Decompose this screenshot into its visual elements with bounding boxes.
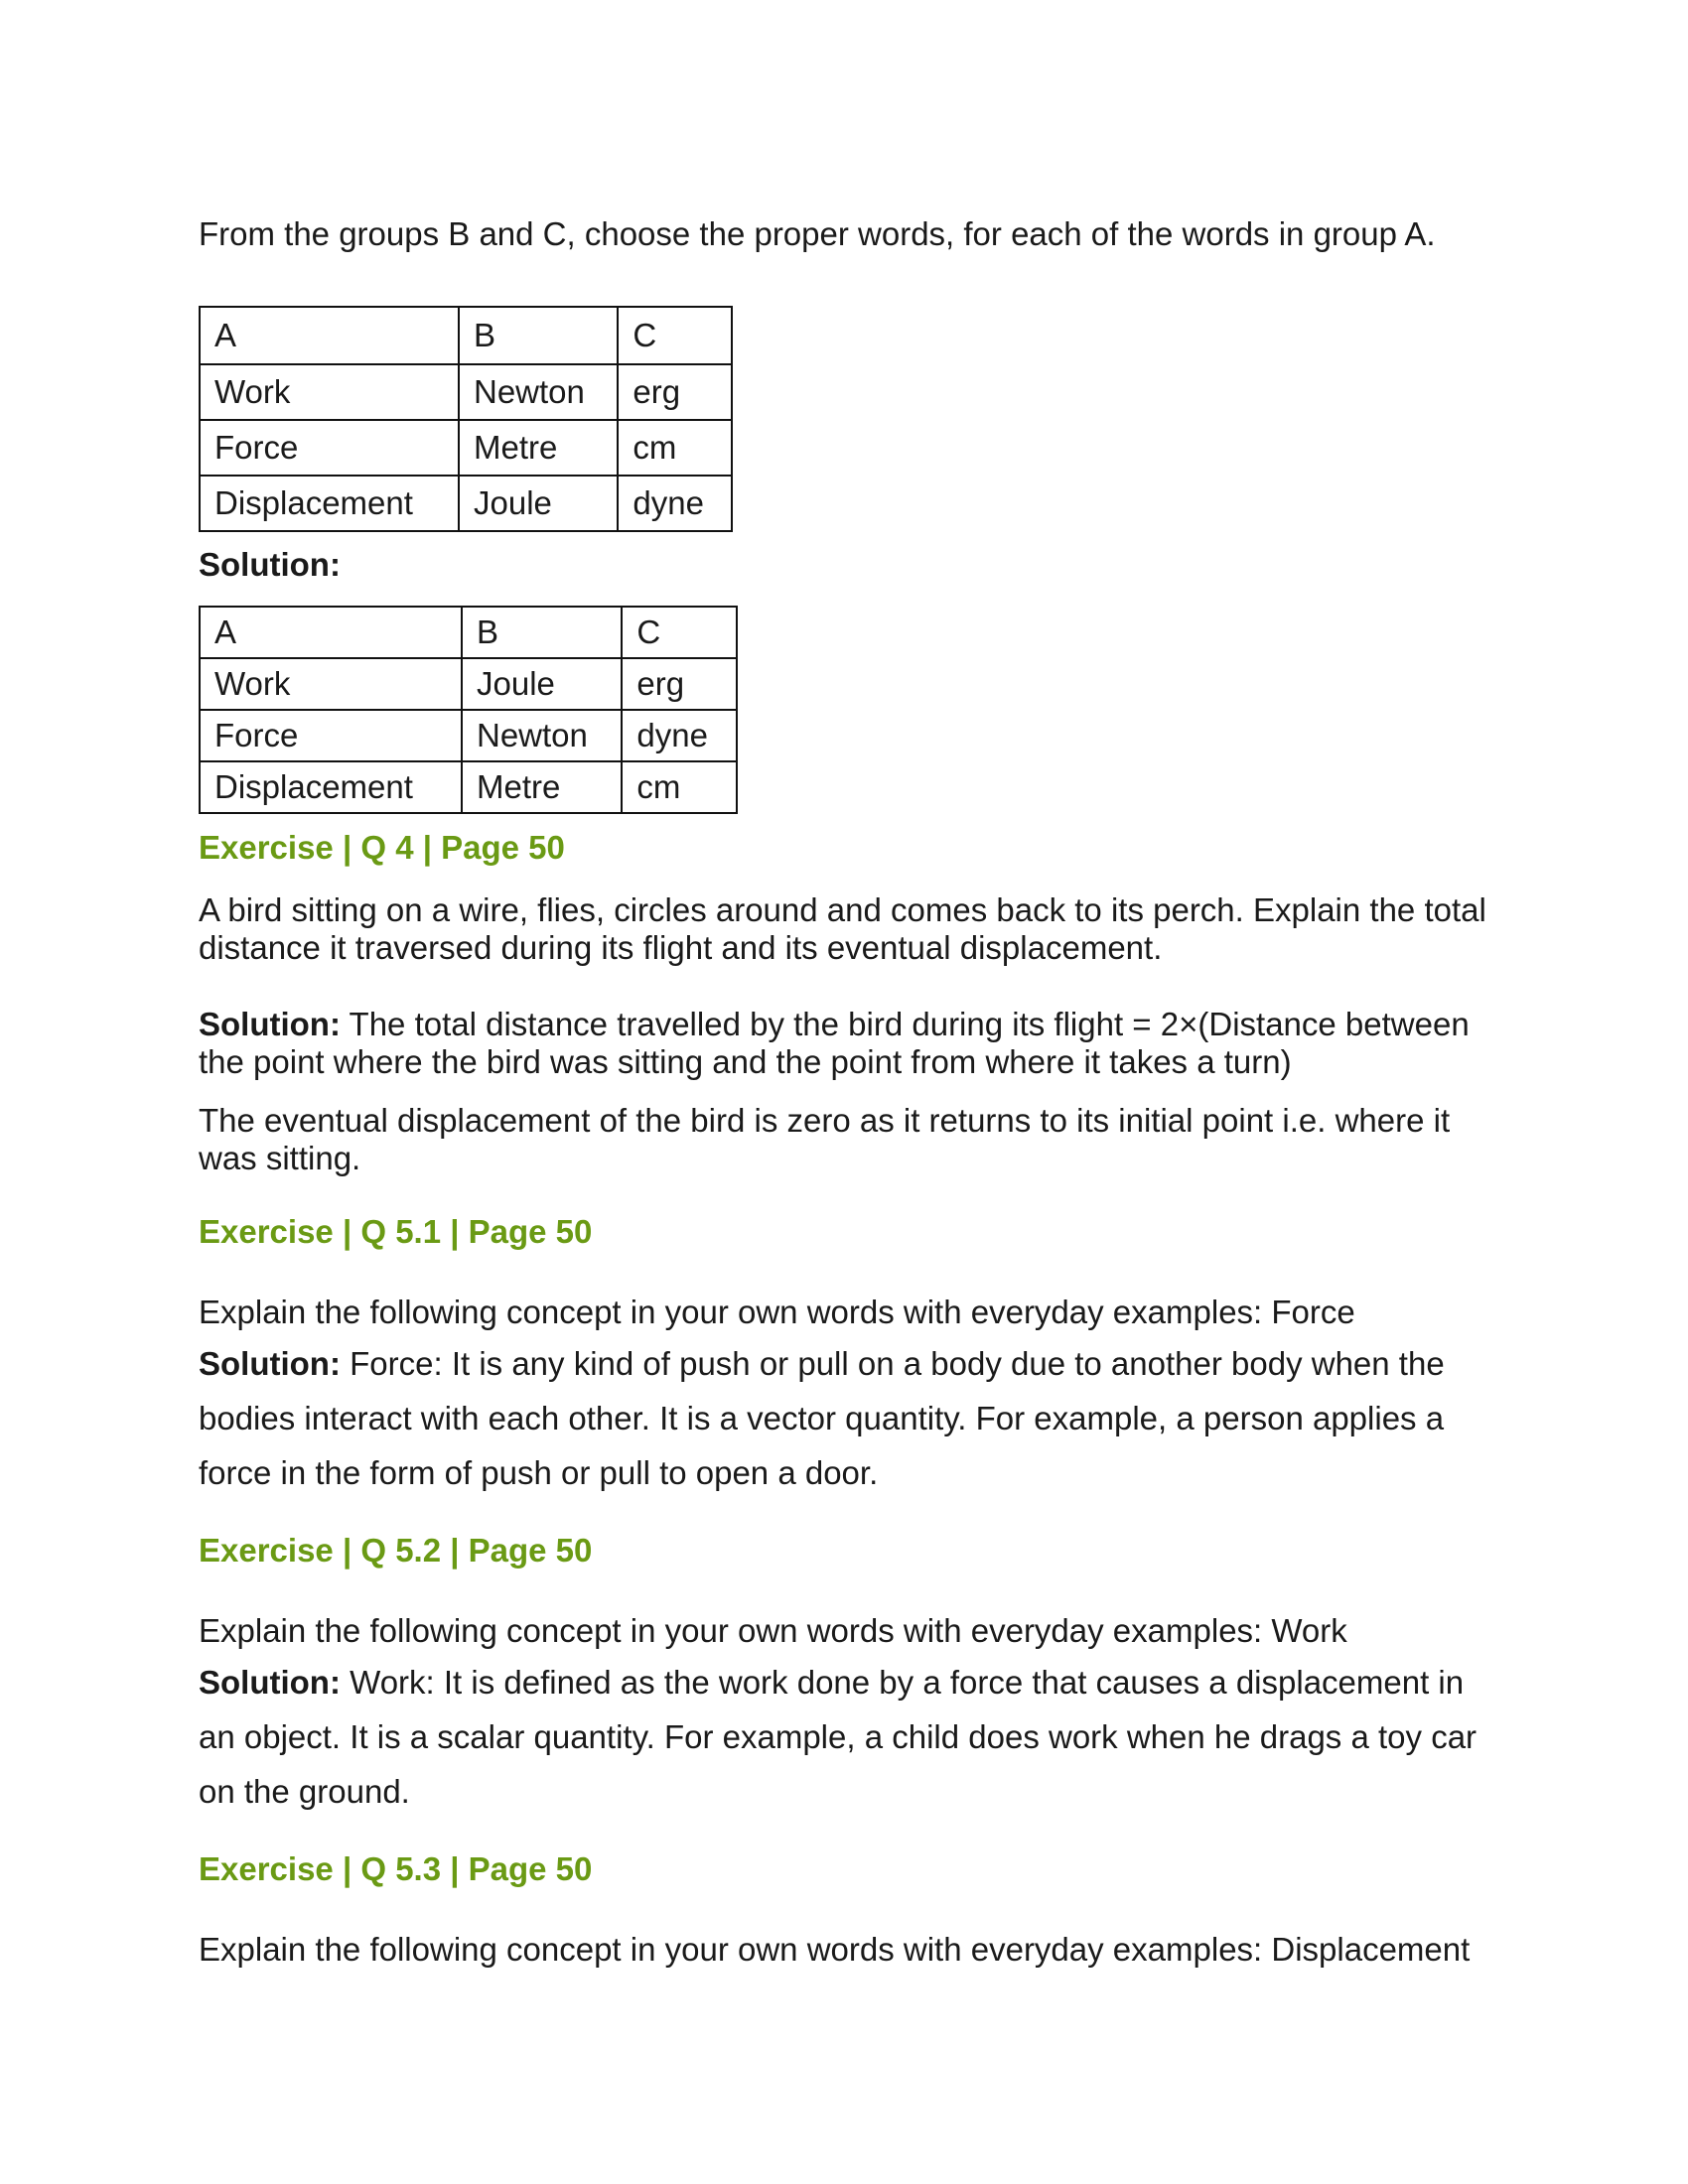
exercise-heading-q5-3: Exercise | Q 5.3 | Page 50 bbox=[199, 1850, 593, 1887]
table-header-row bbox=[200, 607, 737, 658]
table-cell: erg bbox=[618, 364, 732, 420]
solution-text: Work: It is defined as the work done by a force that causes a displacement in an object. It is a scalar quantity. For example, a child does work when he drags a toy car on the ground. bbox=[199, 1664, 1477, 1810]
solution-label: Solution: bbox=[199, 1664, 341, 1701]
table-cell: Work bbox=[200, 364, 459, 420]
table-header-row bbox=[200, 307, 732, 364]
solution-text-q4-continued: The eventual displacement of the bird is zero as it returns to its initial point i.e. where it was sitting. bbox=[199, 1102, 1451, 1176]
table-cell: Force bbox=[200, 420, 459, 476]
table-cell: Displacement bbox=[200, 476, 459, 531]
solution-q4 bbox=[199, 1006, 1489, 1081]
solution-q5-2 bbox=[199, 1655, 1489, 1819]
table-row bbox=[200, 761, 737, 813]
table-row bbox=[200, 364, 732, 420]
table-cell: Metre bbox=[459, 420, 618, 476]
exercise-heading-q5-2: Exercise | Q 5.2 | Page 50 bbox=[199, 1532, 593, 1569]
table-cell: B bbox=[459, 307, 618, 364]
table-row bbox=[200, 710, 737, 761]
table-cell: dyne bbox=[622, 710, 737, 761]
table-cell: Work bbox=[200, 658, 462, 710]
table-cell: erg bbox=[622, 658, 737, 710]
solution-label: Solution: bbox=[199, 546, 341, 583]
table-cell: C bbox=[618, 307, 732, 364]
table-row bbox=[200, 420, 732, 476]
question-text-q5-3: Explain the following concept in your own words with everyday examples: Displacement bbox=[199, 1931, 1471, 1968]
table-cell: dyne bbox=[618, 476, 732, 531]
question-text-q4: A bird sitting on a wire, flies, circles around and comes back to its perch. Explain the total distance it traversed during its flight and its eventual displacement. bbox=[199, 891, 1486, 966]
table-cell: Force bbox=[200, 710, 462, 761]
question-text-q5-1: Explain the following concept in your own words with everyday examples: Force bbox=[199, 1294, 1355, 1330]
solution-table bbox=[199, 606, 738, 814]
solution-label: Solution: bbox=[199, 1006, 341, 1042]
table-cell: Displacement bbox=[200, 761, 462, 813]
table-cell: Joule bbox=[462, 658, 622, 710]
exercise-heading-q5-1: Exercise | Q 5.1 | Page 50 bbox=[199, 1213, 593, 1250]
intro-text: From the groups B and C, choose the proper words, for each of the words in group A. bbox=[199, 215, 1436, 252]
table-cell: B bbox=[462, 607, 622, 658]
table-cell: Newton bbox=[462, 710, 622, 761]
table-cell: Metre bbox=[462, 761, 622, 813]
table-cell: A bbox=[200, 607, 462, 658]
exercise-heading-q4: Exercise | Q 4 | Page 50 bbox=[199, 829, 565, 866]
solution-text: The total distance travelled by the bird during its flight = 2×(Distance between the point where the bird was sitting and the point from where it takes a turn) bbox=[199, 1006, 1470, 1080]
table-cell: Joule bbox=[459, 476, 618, 531]
table-cell: A bbox=[200, 307, 459, 364]
table-row bbox=[200, 476, 732, 531]
solution-q5-1 bbox=[199, 1336, 1489, 1500]
question-table bbox=[199, 306, 733, 532]
solution-text: Force: It is any kind of push or pull on a body due to another body when the bodies interact with each other. It is a vector quantity. For example, a person applies a force in the form of push or pull to open a door. bbox=[199, 1345, 1445, 1491]
table-row bbox=[200, 658, 737, 710]
table-cell: cm bbox=[618, 420, 732, 476]
solution-label: Solution: bbox=[199, 1345, 341, 1382]
question-text-q5-2: Explain the following concept in your own words with everyday examples: Work bbox=[199, 1612, 1347, 1649]
table-cell: C bbox=[622, 607, 737, 658]
table-cell: cm bbox=[622, 761, 737, 813]
table-cell: Newton bbox=[459, 364, 618, 420]
